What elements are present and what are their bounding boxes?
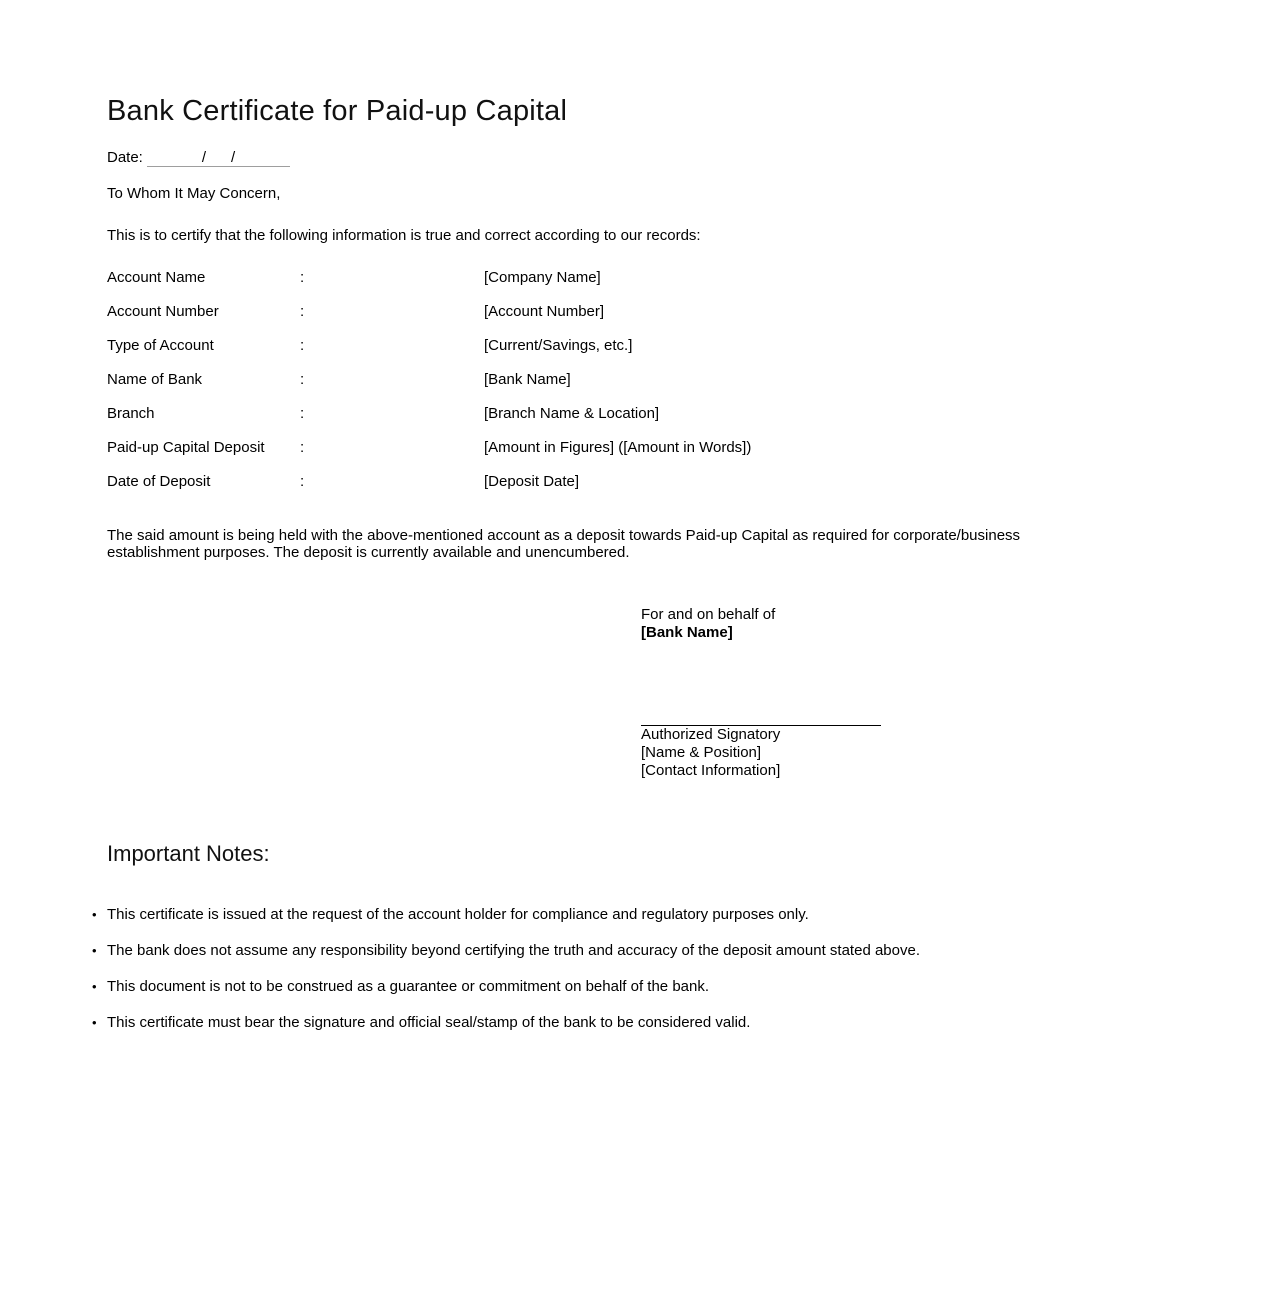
table-row [107, 473, 1171, 490]
detail-colon: : [300, 303, 305, 321]
list-item [92, 942, 1171, 960]
detail-value: [Deposit Date] [484, 473, 580, 491]
detail-colon: : [300, 405, 305, 423]
signatory-title: Authorized Signatory [641, 726, 781, 744]
bullet-icon: • [92, 979, 97, 995]
table-row [107, 439, 1171, 456]
detail-value: [Company Name] [484, 269, 601, 287]
detail-value: [Branch Name & Location] [484, 405, 660, 423]
detail-label: Account Name [107, 269, 206, 287]
note-text: This document is not to be construed as a guarantee or commitment on behalf of the bank. [107, 978, 710, 996]
detail-colon: : [300, 371, 305, 389]
page-title: Bank Certificate for Paid-up Capital [107, 95, 568, 127]
detail-label: Account Number [107, 303, 219, 321]
date-fill-line: / / [147, 149, 290, 167]
table-row [107, 405, 1171, 422]
bullet-icon: • [92, 907, 97, 923]
detail-value: [Current/Savings, etc.] [484, 337, 633, 355]
statement-paragraph: The said amount is being held with the above-mentioned account as a deposit towards Paid-up Capital as required for corporate/business establishment purposes. The deposit is currently available and unencumbered. [107, 527, 1021, 562]
table-row [107, 303, 1171, 320]
detail-label: Date of Deposit [107, 473, 211, 491]
list-item [92, 1014, 1171, 1032]
salutation: To Whom It May Concern, [107, 185, 281, 203]
notes-heading: Important Notes: [107, 841, 270, 867]
signatory-name-position: [Name & Position] [641, 744, 762, 762]
table-row [107, 371, 1171, 388]
bullet-icon: • [92, 1015, 97, 1031]
note-text: This certificate is issued at the request of the account holder for compliance and regulatory purposes only. [107, 906, 809, 924]
detail-value: [Account Number] [484, 303, 605, 321]
detail-colon: : [300, 439, 305, 457]
signature-preamble: For and on behalf of [641, 606, 776, 624]
details-table [107, 269, 1171, 490]
table-row [107, 269, 1171, 286]
intro-text: This is to certify that the following information is true and correct according to our records: [107, 227, 701, 245]
detail-colon: : [300, 473, 305, 491]
detail-value: [Amount in Figures] ([Amount in Words]) [484, 439, 752, 457]
detail-colon: : [300, 337, 305, 355]
note-text: This certificate must bear the signature and official seal/stamp of the bank to be considered valid. [107, 1014, 751, 1032]
detail-colon: : [300, 269, 305, 287]
date-row [107, 148, 1171, 167]
signatory-contact: [Contact Information] [641, 762, 781, 780]
detail-label: Paid-up Capital Deposit [107, 439, 265, 457]
detail-label: Name of Bank [107, 371, 203, 389]
notes-list [92, 906, 1171, 1032]
detail-label: Branch [107, 405, 155, 423]
table-row [107, 337, 1171, 354]
list-item [92, 906, 1171, 924]
list-item [92, 978, 1171, 996]
detail-value: [Bank Name] [484, 371, 571, 389]
detail-label: Type of Account [107, 337, 214, 355]
date-label: Date: [107, 149, 143, 167]
signature-block [641, 606, 1171, 780]
signature-bank-name: [Bank Name] [641, 624, 733, 642]
note-text: The bank does not assume any responsibility beyond certifying the truth and accuracy of the deposit amount stated above. [107, 942, 920, 960]
bullet-icon: • [92, 943, 97, 959]
